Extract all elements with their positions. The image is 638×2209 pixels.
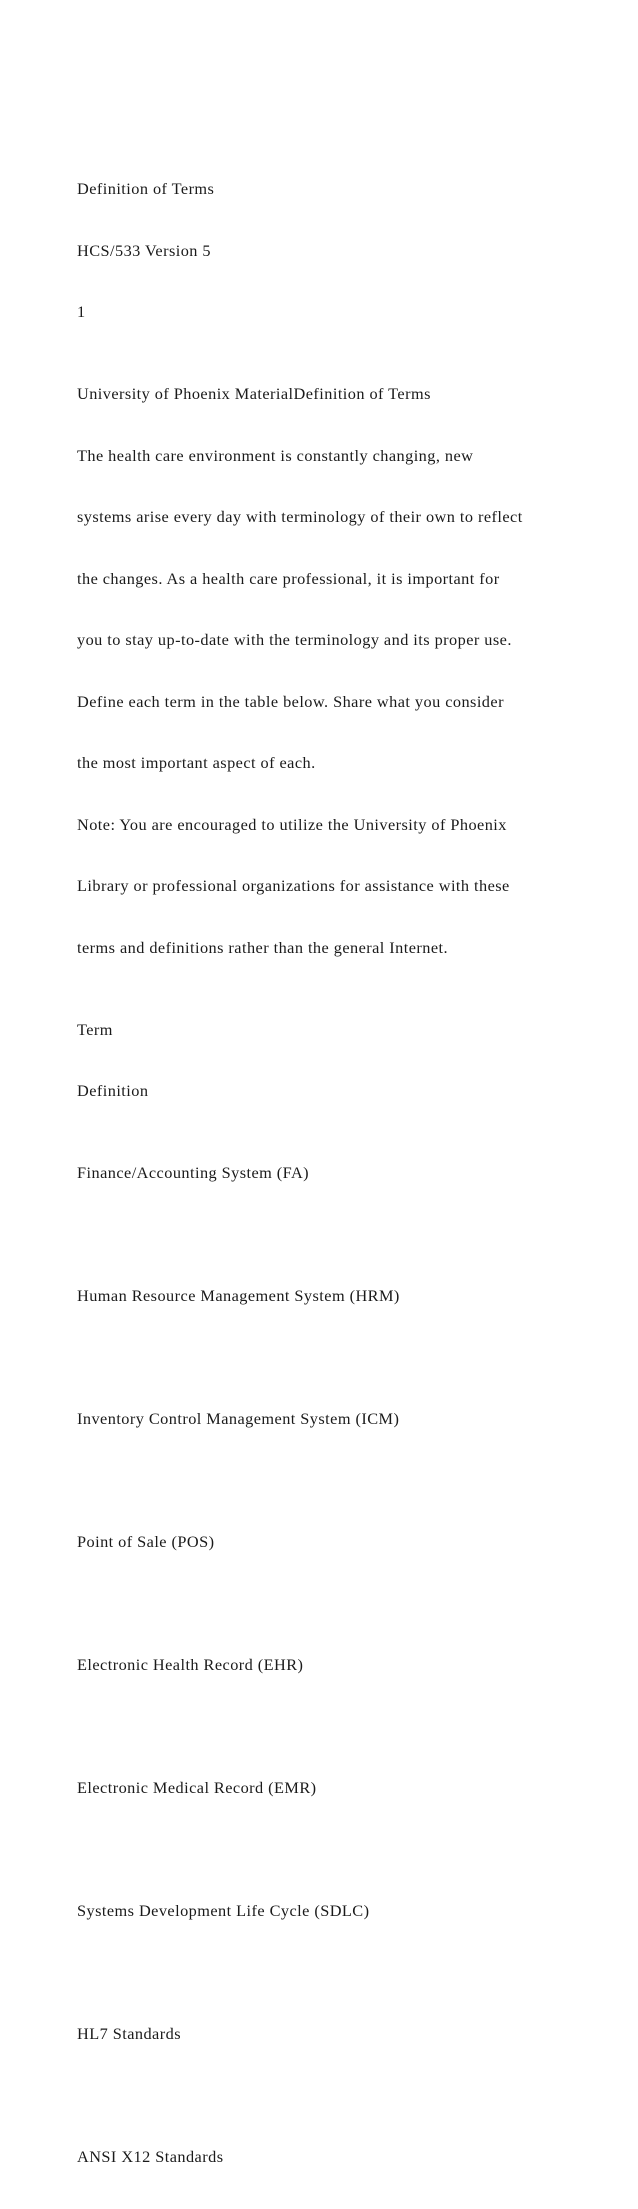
page-number: 1 [77, 302, 86, 321]
term-spacer [77, 1963, 577, 1984]
term-spacer [77, 1471, 577, 1492]
term-ansi-x12: ANSI X12 Standards [77, 2147, 224, 2166]
table-header-definition: Definition [77, 1081, 149, 1100]
term-spacer [77, 1225, 577, 1246]
table-header-term: Term [77, 1019, 113, 1039]
document-title: Definition of Terms [77, 179, 215, 198]
term-sdlc: Systems Development Life Cycle (SDLC) [77, 1901, 370, 1920]
term-inventory-control: Inventory Control Management System (ICM) [77, 1409, 400, 1428]
document-body [77, 138, 577, 2209]
term-hl7: HL7 Standards [77, 2024, 181, 2043]
term-ehr: Electronic Health Record (EHR) [77, 1655, 304, 1674]
note-line: Library or professional organizations for assistance with these [77, 876, 510, 895]
intro-line: systems arise every day with terminology of their own to reflect [77, 507, 523, 526]
intro-line: The health care environment is constantly changing, new [77, 445, 474, 465]
term-finance-accounting: Finance/Accounting System (FA) [77, 1163, 310, 1182]
intro-line: you to stay up-to-date with the terminology and its proper use. [77, 630, 512, 649]
intro-line: the changes. As a health care professional, it is important for [77, 568, 500, 588]
term-point-of-sale: Point of Sale (POS) [77, 1532, 215, 1551]
term-spacer [77, 1594, 577, 1615]
term-human-resource: Human Resource Management System (HRM) [77, 1286, 400, 1305]
term-spacer [77, 1840, 577, 1861]
term-spacer [77, 1717, 577, 1738]
term-spacer [77, 2086, 577, 2107]
note-line: Note: You are encouraged to utilize the University of Phoenix [77, 814, 507, 834]
intro-line: University of Phoenix MaterialDefinition of Terms [77, 384, 431, 403]
term-spacer [77, 1348, 577, 1369]
course-code: HCS/533 Version 5 [77, 240, 211, 260]
intro-line: Define each term in the table below. Share what you consider [77, 691, 504, 711]
note-line: terms and definitions rather than the general Internet. [77, 937, 449, 957]
term-emr: Electronic Medical Record (EMR) [77, 1778, 317, 1797]
intro-line: the most important aspect of each. [77, 753, 316, 772]
